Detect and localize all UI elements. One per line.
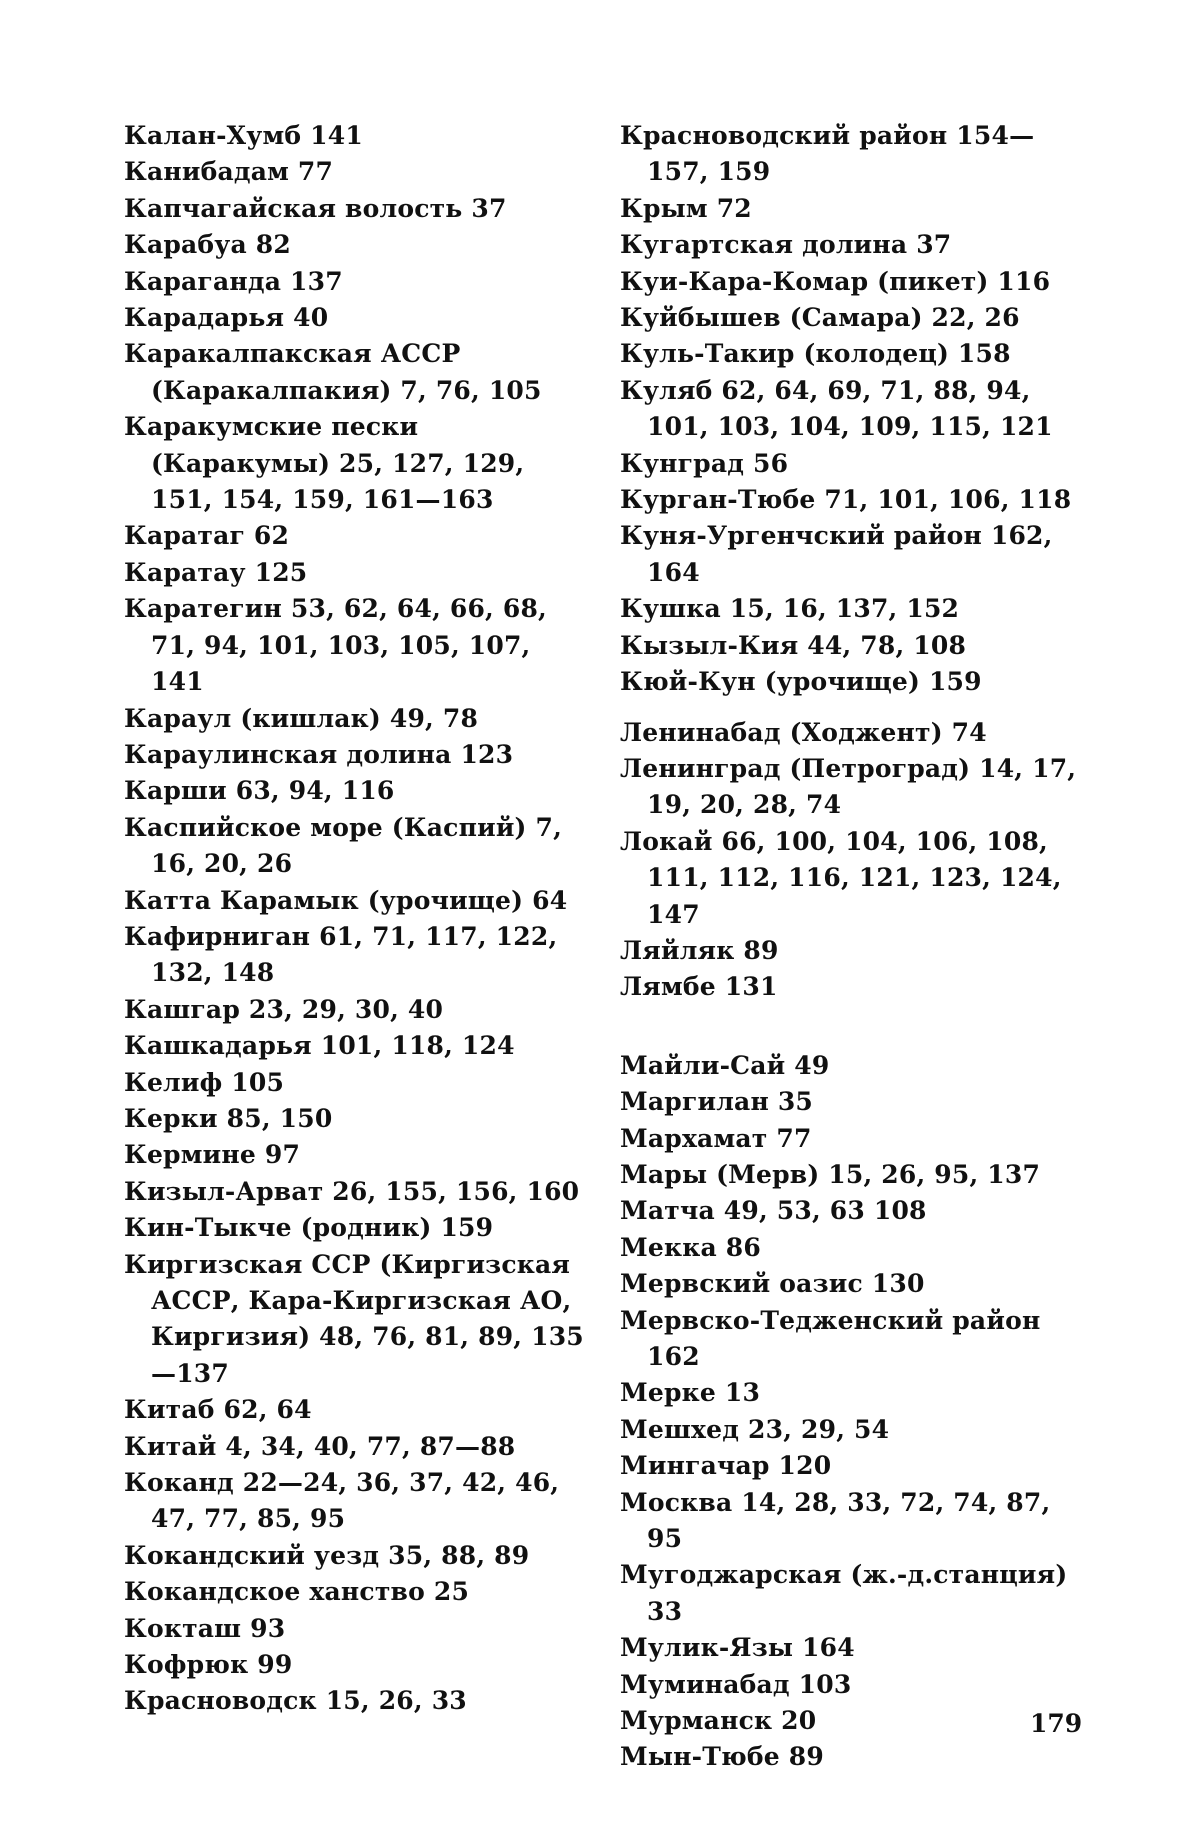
index-entry: Муминабад 103 <box>620 1669 852 1699</box>
index-entry: Караганда 137 <box>124 266 343 296</box>
index-entry: Красноводск 15, 26, 33 <box>124 1686 467 1716</box>
index-entry: Ляйляк 89 <box>620 935 779 965</box>
index-entry: Кызыл-Кия 44, 78, 108 <box>620 630 967 660</box>
index-entry: Мурманск 20 <box>620 1706 817 1736</box>
index-entry: Китай 4, 34, 40, 77, 87—88 <box>124 1431 516 1461</box>
index-entry: Мулик-Язы 164 <box>620 1633 855 1663</box>
index-entry: Каратау 125 <box>124 557 308 587</box>
index-column-right <box>620 118 1083 1776</box>
index-entry: Кокандский уезд 35, 88, 89 <box>124 1540 530 1570</box>
index-entry: Каратаг 62 <box>124 521 290 551</box>
index-entry: Кугартская долина 37 <box>620 230 952 260</box>
index-entry: Каратегин 53, 62, 64, 66, 68, 71, 94, 101, 103, 105, 107, 141 <box>124 594 547 697</box>
index-entry: Караулинская долина 123 <box>124 739 514 769</box>
index-entry: Маргилан 35 <box>620 1087 814 1117</box>
index-entry: Керки 85, 150 <box>124 1103 333 1133</box>
index-entry: Красноводский район 154—157, 159 <box>620 121 1035 187</box>
index-entry: Куляб 62, 64, 69, 71, 88, 94, 101, 103, 104, 109, 115, 121 <box>620 375 1053 442</box>
index-entry: Капчагайская волость 37 <box>124 193 507 223</box>
index-entry: Канибадам 77 <box>124 157 334 187</box>
index-entry: Майли-Сай 49 <box>620 1050 830 1080</box>
index-entry: Мары (Мерв) 15, 26, 95, 137 <box>620 1159 1041 1189</box>
index-entry: Лямбе 131 <box>620 972 778 1002</box>
index-entry: Кокташ 93 <box>124 1613 286 1643</box>
index-entry: Катта Карамык (урочище) 64 <box>124 885 568 915</box>
index-entry: Локай 66, 100, 104, 106, 108, 111, 112, 116, 121, 123, 124, 147 <box>620 826 1062 929</box>
index-entry: Киргизская ССР (Киргизская АССР, Кара-Киргизская АО, Киргизия) 48, 76, 81, 89, 135—137 <box>124 1249 584 1388</box>
index-entry: Каракалпакская АССР (Каракалпакия) 7, 76, 105 <box>124 339 542 405</box>
index-entry: Курган-Тюбе 71, 101, 106, 118 <box>620 485 1072 515</box>
index-column-left <box>124 118 584 1720</box>
index-entry: Крым 72 <box>620 193 752 223</box>
index-entry: Мервско-Тедженский район 162 <box>620 1305 1041 1371</box>
index-entry: Мингачар 120 <box>620 1451 832 1481</box>
index-entry: Кюй-Кун (урочище) 159 <box>620 667 982 697</box>
index-entry: Кушка 15, 16, 137, 152 <box>620 594 960 624</box>
index-entry: Карши 63, 94, 116 <box>124 776 395 806</box>
index-entry: Мекка 86 <box>620 1232 761 1262</box>
index-entry: Карабуа 82 <box>124 230 291 260</box>
index-entry: Коканд 22—24, 36, 37, 42, 46, 47, 77, 85, 95 <box>124 1468 560 1534</box>
page-number: 179 <box>1030 1709 1083 1738</box>
index-entry: Карадарья 40 <box>124 303 329 333</box>
index-entry: Кин-Тыкче (родник) 159 <box>124 1213 494 1243</box>
index-entry: Матча 49, 53, 63 108 <box>620 1196 927 1226</box>
index-entry: Кизыл-Арват 26, 155, 156, 160 <box>124 1176 580 1206</box>
index-entry: Каракумские пески (Каракумы) 25, 127, 129, 151, 154, 159, 161—163 <box>124 412 525 515</box>
index-entry: Кермине 97 <box>124 1140 301 1170</box>
index-entry: Мугоджарская (ж.-д.станция) 33 <box>620 1560 1068 1626</box>
index-entry: Куня-Ургенчский район 162, 164 <box>620 521 1053 587</box>
index-entry: Ленинабад (Ходжент) 74 <box>620 717 987 747</box>
index-entry: Калан-Хумб 141 <box>124 121 363 150</box>
index-entry: Кашгар 23, 29, 30, 40 <box>124 994 444 1024</box>
index-entry: Караул (кишлак) 49, 78 <box>124 703 479 733</box>
index-entry: Москва 14, 28, 33, 72, 74, 87, 95 <box>620 1487 1051 1554</box>
index-entry: Кофрюк 99 <box>124 1650 293 1680</box>
index-entry: Китаб 62, 64 <box>124 1395 312 1425</box>
index-entry: Кашкадарья 101, 118, 124 <box>124 1031 515 1061</box>
index-entry: Мерке 13 <box>620 1378 761 1408</box>
index-entry: Мархамат 77 <box>620 1123 812 1153</box>
index-entry: Куи-Кара-Комар (пикет) 116 <box>620 266 1051 296</box>
index-entry: Кокандское ханство 25 <box>124 1577 470 1607</box>
index-entry: Мервский оазис 130 <box>620 1269 925 1299</box>
index-entry: Куйбышев (Самара) 22, 26 <box>620 303 1020 333</box>
index-entry: Мешхед 23, 29, 54 <box>620 1414 890 1444</box>
index-entry: Кунград 56 <box>620 448 789 478</box>
index-entry: Ленинград (Петроград) 14, 17, 19, 20, 28, 74 <box>620 753 1077 820</box>
index-entry: Куль-Такир (колодец) 158 <box>620 339 1011 369</box>
index-entry: Кафирниган 61, 71, 117, 122, 132, 148 <box>124 921 558 988</box>
index-entry: Каспийское море (Каспий) 7, 16, 20, 26 <box>124 812 562 879</box>
index-entry: Келиф 105 <box>124 1067 285 1097</box>
index-entry: Мын-Тюбе 89 <box>620 1742 824 1772</box>
